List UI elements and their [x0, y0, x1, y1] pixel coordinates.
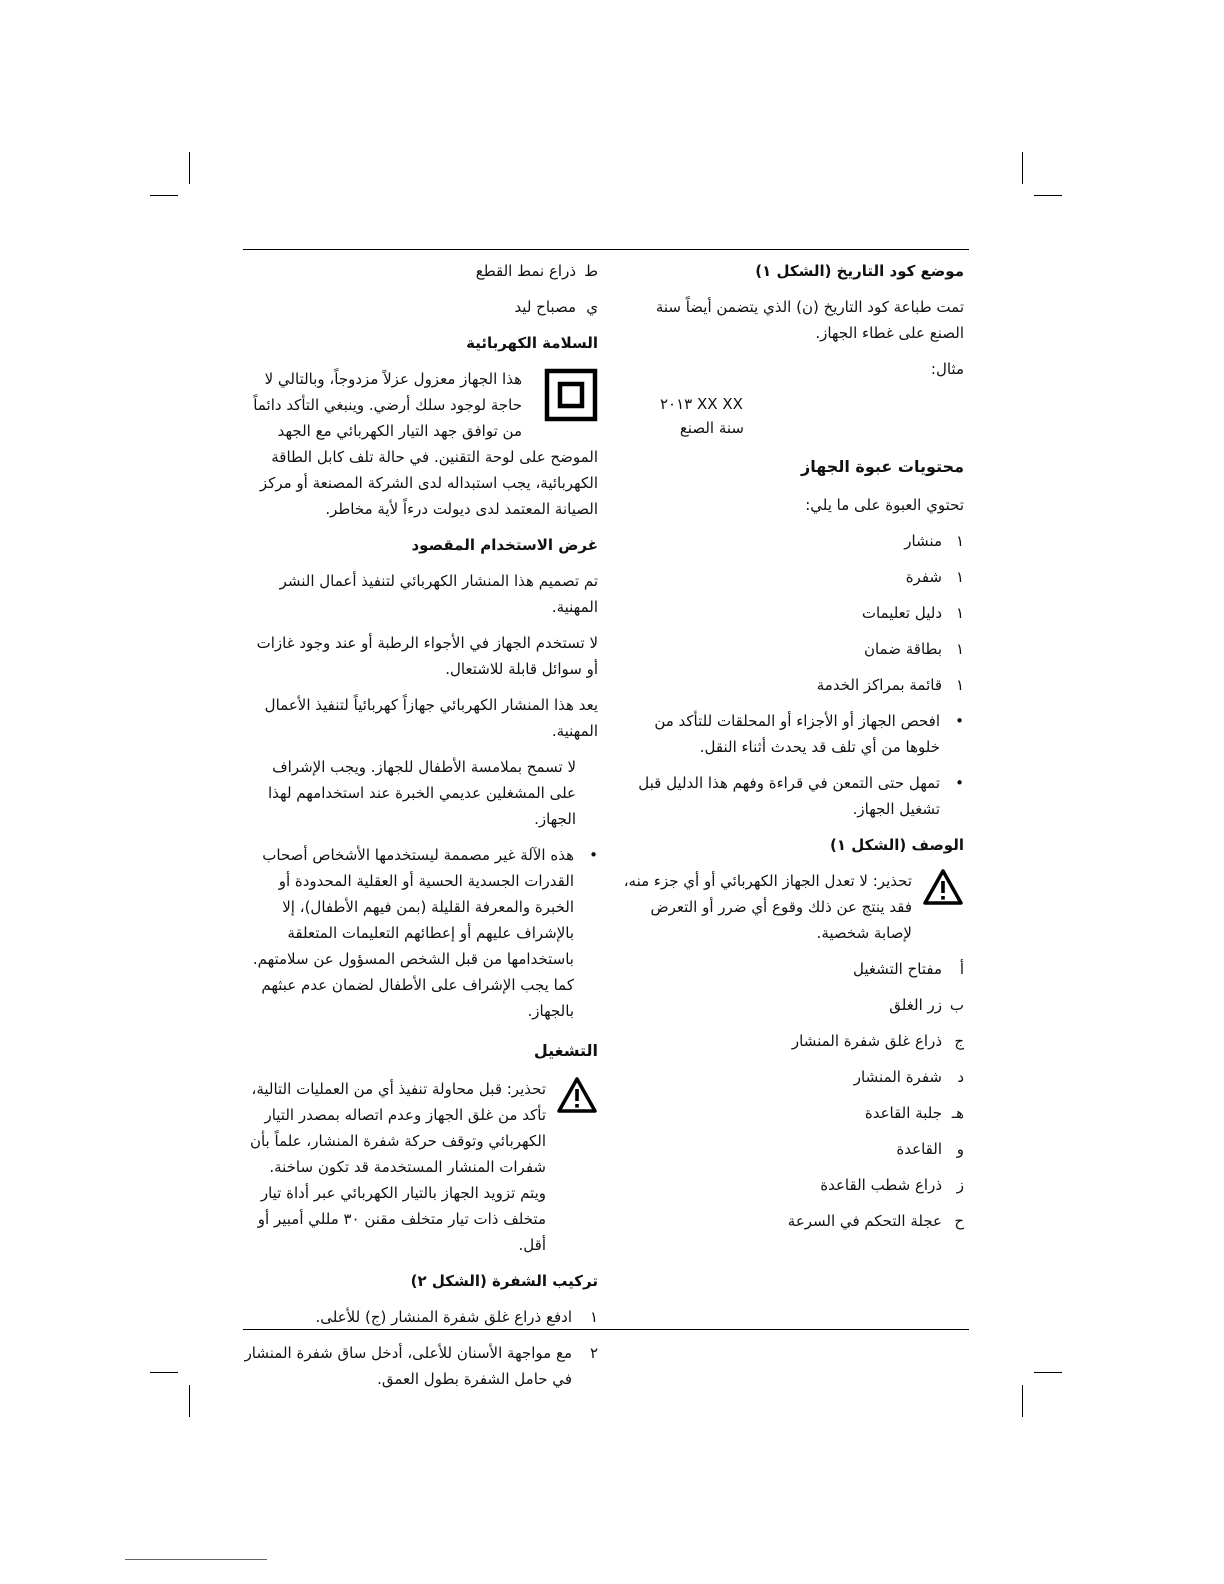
double-insulation-text: هذا الجهاز معزول عزلاً مزدوجاً، وبالتالي لا حاجة لوجود سلك أرضي. وينبغي التأكد دائماً من توافق جهد التيار الكهربائي مع الجهد: [253, 370, 522, 440]
top-rule: [243, 249, 969, 250]
crop-mark: [1034, 1372, 1062, 1373]
crop-mark: [1022, 1385, 1023, 1417]
operation-warning: تحذير: قبل محاولة تنفيذ أي من العمليات التالية، تأكد من غلق الجهاز وعدم اتصاله بمصدر التيار الكهربائي وتوقف حركة شفرة المنشار، علماً بأن شفرات المنشار المستخدمة قد تكون ساخنة. ويتم تزويد الجهاز بالتيار الكهربائي عبر أداة تيار متخلف ذات تيار متخلف مقنن ٣٠ مللي أمبير أو أقل.: [242, 1076, 598, 1258]
right-column: [620, 258, 964, 1244]
package-item: ١ قائمة بمراكز الخدمة: [816, 676, 964, 694]
part-item: هـ جلبة القاعدة: [864, 1104, 964, 1122]
warning-triangle-icon: [554, 1076, 598, 1122]
crop-mark: [189, 1385, 190, 1417]
intended-use-paragraph: يعد هذا المنشار الكهربائي جهازاً كهربائياً لتنفيذ الأعمال المهنية.: [264, 696, 598, 740]
part-item: أ مفتاح التشغيل: [853, 960, 964, 978]
double-insulation-icon: [538, 368, 598, 430]
crop-mark: [1022, 152, 1023, 184]
crop-mark: [150, 1372, 178, 1373]
example-caption: سنة الصنع: [679, 419, 744, 437]
check-bullet: • افحص الجهاز أو الأجزاء أو المحلقات للتأكد من خلوها من أي تلف قد يحدث أثناء النقل.: [654, 712, 964, 756]
part-item: د شفرة المنشار: [853, 1068, 964, 1086]
part-item: ط ذراع نمط القطع: [475, 262, 598, 280]
intended-use-paragraph: لا تستخدم الجهاز في الأجواء الرطبة أو عند وجود غازات أو سوائل قابلة للاشتعال.: [256, 634, 598, 678]
footer-link-line: [125, 1559, 267, 1560]
blade-step: ١ ادفع ذراع غلق شفرة المنشار (ج) للأعلى.: [315, 1308, 598, 1326]
warning-triangle-icon: [920, 868, 964, 914]
date-code-text: تمت طباعة كود التاريخ (ن) الذي يتضمن أيضاً سنة الصنع على غطاء الجهاز.: [655, 298, 964, 342]
electrical-text-cont: الموضح على لوحة التقنين. في حالة تلف كابل الطاقة الكهربائية، يجب استبداله لدى الشركة المصنعة أو مركز الصيانة المعتمد لدى ديولت درءاً لأية مخاطر.: [259, 448, 598, 518]
operation-heading: التشغيل: [533, 1041, 598, 1060]
double-insulation-block: [242, 366, 598, 444]
children-note: لا تسمح بملامسة الأطفال للجهاز. ويجب الإشراف على المشغلين عديمي الخبرة عند استخدامهم لهذا الجهاز.: [267, 758, 576, 828]
blade-install-heading: تركيب الشفرة (الشكل ٢): [410, 1272, 598, 1290]
package-item: ١ منشار: [904, 532, 964, 550]
check-bullet: • تمهل حتى التمعن في قراءة وفهم هذا الدليل قبل تشغيل الجهاز.: [638, 774, 964, 818]
date-example: [620, 392, 964, 440]
package-item: ١ بطاقة ضمان: [863, 640, 964, 658]
part-item: ح عجلة التحكم في السرعة: [787, 1212, 964, 1230]
part-item: و القاعدة: [896, 1140, 964, 1158]
part-item: ز ذراع شطب القاعدة: [820, 1176, 964, 1194]
part-item: ي مصباح ليد: [514, 298, 598, 316]
crop-mark: [1034, 195, 1062, 196]
example-date: ٢٠١٣ XX XX: [660, 395, 743, 413]
description-heading: الوصف (الشكل ١): [829, 836, 964, 854]
description-warning: تحذير: لا تعدل الجهاز الكهربائي أو أي جزء منه، فقد ينتج عن ذلك وقوع أي ضرر أو التعرض لإصابة شخصية.: [620, 868, 964, 946]
package-item: ١ شفرة: [905, 568, 964, 586]
date-code-heading: موضع كود التاريخ (الشكل ١): [755, 262, 964, 280]
package-intro: تحتوي العبوة على ما يلي:: [805, 496, 964, 514]
part-item: ب زر الغلق: [889, 996, 964, 1014]
package-heading: محتويات عبوة الجهاز: [801, 457, 964, 476]
package-item: ١ دليل تعليمات: [861, 604, 964, 622]
example-label: مثال:: [930, 360, 964, 378]
crop-mark: [189, 152, 190, 184]
part-item: ج ذراع غلق شفرة المنشار: [791, 1032, 964, 1050]
left-column: [242, 258, 598, 1402]
blade-step: ٢ مع مواجهة الأسنان للأعلى، أدخل ساق شفرة المنشار في حامل الشفرة بطول العمق.: [244, 1344, 598, 1388]
crop-mark: [150, 195, 178, 196]
electrical-safety-heading: السلامة الكهربائية: [466, 334, 598, 352]
intended-use-heading: غرض الاستخدام المقصود: [411, 536, 598, 554]
restriction-bullet: • هذه الآلة غير مصممة ليستخدمها الأشخاص أصحاب القدرات الجسدية الحسية أو العقلية المحدودة أو الخبرة والمعرفة القليلة (بمن فيهم الأطفال)، إلا بالإشراف عليهم أو إعطائهم التعليمات المتعلقة باستخدامها من قبل الشخص المسؤول عن سلامتهم. كما يجب الإشراف على الأطفال لضمان عدم عبثهم بالجهاز.: [252, 846, 598, 1020]
intended-use-paragraph: تم تصميم هذا المنشار الكهربائي لتنفيذ أعمال النشر المهنية.: [279, 572, 598, 616]
